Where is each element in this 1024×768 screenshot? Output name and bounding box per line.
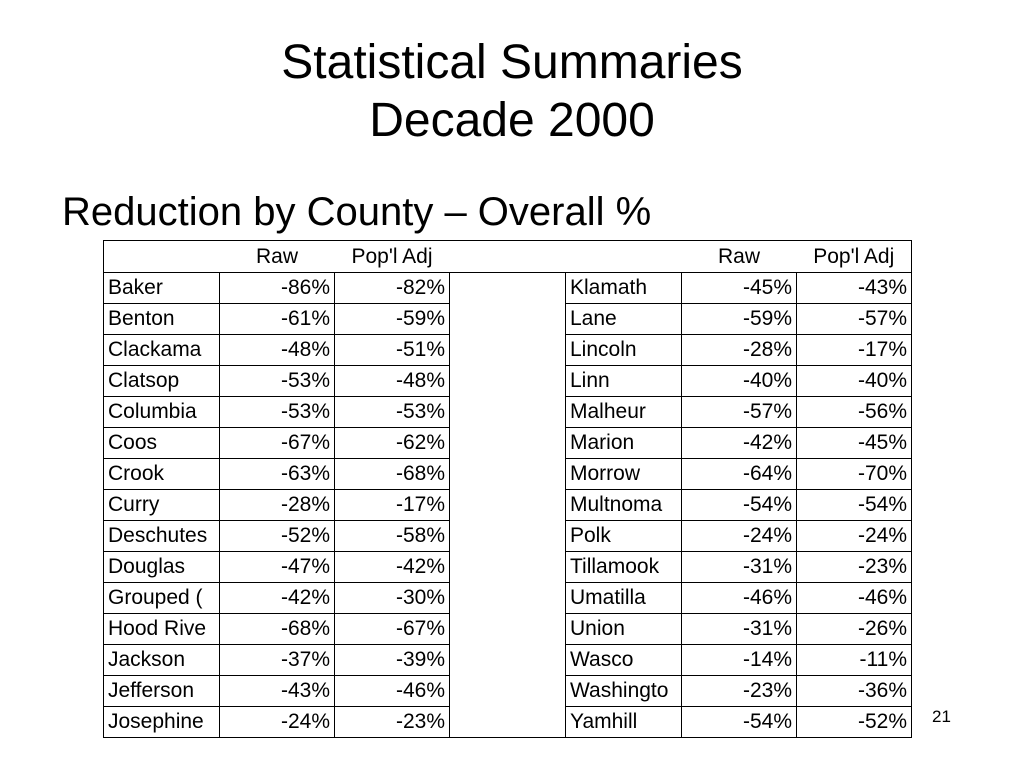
table-header-row <box>104 241 912 273</box>
raw-cell-right: -59% <box>682 304 797 335</box>
raw-cell-right: -54% <box>682 490 797 521</box>
table-row <box>104 459 912 490</box>
table-body <box>104 241 912 738</box>
county-cell-right: Malheur <box>566 397 682 428</box>
county-cell-left: Douglas <box>104 552 220 583</box>
table-row <box>104 490 912 521</box>
slide-subtitle: Reduction by County – Overall % <box>62 190 652 234</box>
raw-cell-right: -64% <box>682 459 797 490</box>
gap-cell <box>450 552 566 583</box>
table-row <box>104 645 912 676</box>
adj-cell-right: -52% <box>797 707 912 738</box>
adj-cell-right: -45% <box>797 428 912 459</box>
header-empty-gap <box>450 241 566 273</box>
header-empty-left <box>104 241 220 273</box>
raw-cell-left: -67% <box>220 428 335 459</box>
county-cell-left: Jefferson <box>104 676 220 707</box>
gap-cell <box>450 428 566 459</box>
county-cell-left: Jackson <box>104 645 220 676</box>
gap-cell <box>450 335 566 366</box>
adj-cell-left: -68% <box>335 459 450 490</box>
county-cell-right: Umatilla <box>566 583 682 614</box>
gap-cell <box>450 304 566 335</box>
county-cell-right: Marion <box>566 428 682 459</box>
gap-cell <box>450 366 566 397</box>
gap-cell <box>450 645 566 676</box>
county-reduction-table <box>103 240 912 738</box>
raw-cell-right: -40% <box>682 366 797 397</box>
county-cell-right: Klamath <box>566 273 682 304</box>
gap-cell <box>450 583 566 614</box>
raw-cell-left: -53% <box>220 397 335 428</box>
county-cell-right: Yamhill <box>566 707 682 738</box>
header-left-adj: Pop'l Adj <box>335 241 450 273</box>
raw-cell-left: -47% <box>220 552 335 583</box>
adj-cell-right: -43% <box>797 273 912 304</box>
gap-cell <box>450 490 566 521</box>
gap-cell <box>450 676 566 707</box>
raw-cell-left: -63% <box>220 459 335 490</box>
raw-cell-right: -28% <box>682 335 797 366</box>
table-row <box>104 521 912 552</box>
raw-cell-right: -46% <box>682 583 797 614</box>
raw-cell-right: -14% <box>682 645 797 676</box>
county-cell-left: Clatsop <box>104 366 220 397</box>
adj-cell-right: -17% <box>797 335 912 366</box>
adj-cell-left: -30% <box>335 583 450 614</box>
county-cell-right: Multnoma <box>566 490 682 521</box>
county-cell-right: Tillamook <box>566 552 682 583</box>
adj-cell-right: -11% <box>797 645 912 676</box>
raw-cell-right: -57% <box>682 397 797 428</box>
county-cell-left: Curry <box>104 490 220 521</box>
raw-cell-left: -28% <box>220 490 335 521</box>
gap-cell <box>450 707 566 738</box>
county-cell-right: Linn <box>566 366 682 397</box>
gap-cell <box>450 614 566 645</box>
header-right-raw: Raw <box>682 241 797 273</box>
gap-cell <box>450 273 566 304</box>
table-row <box>104 676 912 707</box>
county-cell-right: Union <box>566 614 682 645</box>
county-cell-right: Polk <box>566 521 682 552</box>
table-row <box>104 366 912 397</box>
raw-cell-left: -53% <box>220 366 335 397</box>
adj-cell-left: -67% <box>335 614 450 645</box>
raw-cell-left: -43% <box>220 676 335 707</box>
adj-cell-right: -70% <box>797 459 912 490</box>
county-cell-left: Hood Rive <box>104 614 220 645</box>
adj-cell-left: -39% <box>335 645 450 676</box>
table-row <box>104 614 912 645</box>
county-cell-left: Coos <box>104 428 220 459</box>
adj-cell-left: -62% <box>335 428 450 459</box>
raw-cell-right: -31% <box>682 614 797 645</box>
header-left-raw: Raw <box>220 241 335 273</box>
table-row <box>104 583 912 614</box>
raw-cell-right: -42% <box>682 428 797 459</box>
table-row <box>104 552 912 583</box>
raw-cell-left: -52% <box>220 521 335 552</box>
adj-cell-right: -56% <box>797 397 912 428</box>
raw-cell-left: -68% <box>220 614 335 645</box>
table-row <box>104 707 912 738</box>
gap-cell <box>450 521 566 552</box>
table-row <box>104 397 912 428</box>
gap-cell <box>450 459 566 490</box>
raw-cell-left: -42% <box>220 583 335 614</box>
raw-cell-right: -31% <box>682 552 797 583</box>
adj-cell-right: -54% <box>797 490 912 521</box>
raw-cell-left: -86% <box>220 273 335 304</box>
adj-cell-right: -26% <box>797 614 912 645</box>
adj-cell-left: -51% <box>335 335 450 366</box>
county-cell-left: Josephine <box>104 707 220 738</box>
raw-cell-left: -37% <box>220 645 335 676</box>
slide-title <box>0 34 1024 150</box>
slide-title-line-2: Decade 2000 <box>369 94 655 147</box>
raw-cell-right: -23% <box>682 676 797 707</box>
county-cell-left: Grouped ( <box>104 583 220 614</box>
adj-cell-left: -23% <box>335 707 450 738</box>
county-cell-left: Clackama <box>104 335 220 366</box>
adj-cell-left: -17% <box>335 490 450 521</box>
adj-cell-right: -57% <box>797 304 912 335</box>
adj-cell-left: -58% <box>335 521 450 552</box>
table-row <box>104 335 912 366</box>
county-cell-left: Baker <box>104 273 220 304</box>
adj-cell-right: -36% <box>797 676 912 707</box>
adj-cell-left: -42% <box>335 552 450 583</box>
county-cell-right: Lane <box>566 304 682 335</box>
header-right-adj: Pop'l Adj <box>797 241 912 273</box>
county-cell-left: Benton <box>104 304 220 335</box>
raw-cell-left: -48% <box>220 335 335 366</box>
raw-cell-left: -61% <box>220 304 335 335</box>
adj-cell-right: -40% <box>797 366 912 397</box>
adj-cell-right: -23% <box>797 552 912 583</box>
raw-cell-right: -24% <box>682 521 797 552</box>
adj-cell-right: -46% <box>797 583 912 614</box>
table-row <box>104 273 912 304</box>
county-cell-right: Washingto <box>566 676 682 707</box>
county-cell-left: Deschutes <box>104 521 220 552</box>
raw-cell-right: -54% <box>682 707 797 738</box>
raw-cell-right: -45% <box>682 273 797 304</box>
table-row <box>104 428 912 459</box>
adj-cell-right: -24% <box>797 521 912 552</box>
adj-cell-left: -48% <box>335 366 450 397</box>
gap-cell <box>450 397 566 428</box>
adj-cell-left: -59% <box>335 304 450 335</box>
adj-cell-left: -82% <box>335 273 450 304</box>
page-number: 21 <box>932 707 951 726</box>
county-cell-right: Wasco <box>566 645 682 676</box>
county-cell-right: Morrow <box>566 459 682 490</box>
header-empty-right <box>566 241 682 273</box>
adj-cell-left: -46% <box>335 676 450 707</box>
county-cell-right: Lincoln <box>566 335 682 366</box>
table-row <box>104 304 912 335</box>
slide-title-line-1: Statistical Summaries <box>281 36 743 89</box>
county-cell-left: Columbia <box>104 397 220 428</box>
county-cell-left: Crook <box>104 459 220 490</box>
adj-cell-left: -53% <box>335 397 450 428</box>
raw-cell-left: -24% <box>220 707 335 738</box>
